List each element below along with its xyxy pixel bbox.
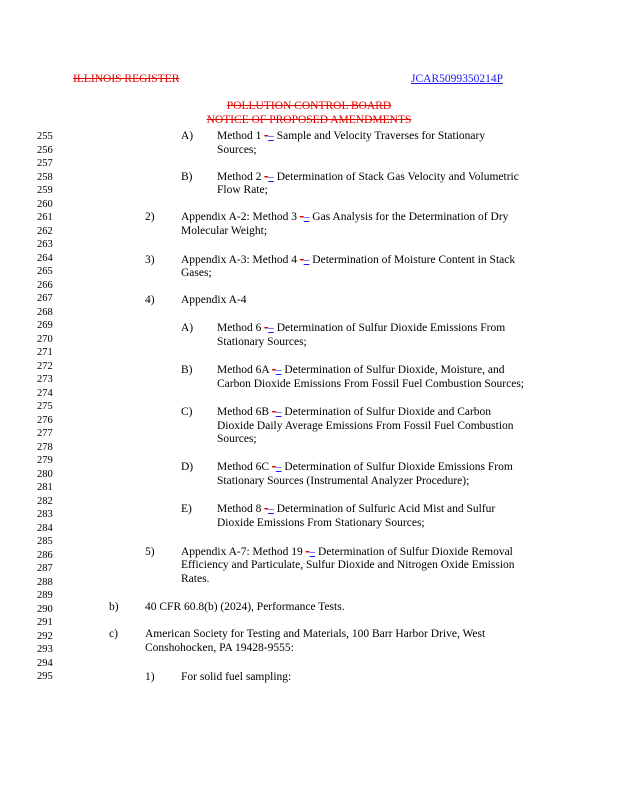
line-number: 293 [37, 644, 53, 655]
line-number: 284 [37, 522, 53, 534]
list-item-continuation: Stationary Sources (Instrumental Analyzer Procedure); [217, 474, 470, 487]
line-number: 256 [37, 144, 53, 156]
line-number: 291 [37, 617, 53, 628]
list-item: Method 6C -– Determination of Sulfur Dioxide Emissions From [217, 461, 513, 473]
list-item: Appendix A-7: Method 19 -– Determination of Sulfur Dioxide Removal [181, 545, 513, 558]
line-number: 270 [37, 333, 53, 345]
line-number: 286 [37, 549, 53, 561]
list-item-continuation: Stationary Sources; [217, 335, 307, 348]
line-number: 267 [37, 293, 53, 304]
line-number: 259 [37, 185, 53, 196]
item-label: b) [109, 600, 119, 613]
item-label: A) [181, 130, 194, 142]
line-number: 276 [37, 414, 53, 426]
line-number: 271 [37, 347, 53, 358]
list-item-continuation: Sources; [217, 143, 257, 156]
list-item-continuation: Gases; [181, 267, 212, 279]
line-number: 262 [37, 225, 53, 237]
list-item-continuation: Molecular Weight; [181, 224, 268, 237]
document-code: JCAR5099350214P [411, 73, 504, 85]
line-number: 289 [37, 590, 53, 601]
line-number: 268 [37, 306, 53, 318]
board-title: POLLUTION CONTROL BOARD [226, 100, 392, 112]
line-number: 266 [37, 279, 53, 291]
item-label: 3) [145, 253, 155, 266]
list-item-continuation: Conshohocken, PA 19428-9555: [145, 641, 294, 654]
notice-title: NOTICE OF PROPOSED AMENDMENTS [206, 114, 412, 126]
line-number: 278 [37, 441, 53, 453]
list-item-continuation: Dioxide Daily Average Emissions From Fossil Fuel Combustion [217, 419, 514, 432]
list-item: Method 6 -– Determination of Sulfur Dioxide Emissions From [217, 322, 506, 334]
list-item: Method 6B -– Determination of Sulfur Dioxide and Carbon [217, 406, 492, 418]
line-number: 257 [37, 158, 53, 169]
list-item: Method 2 -– Determination of Stack Gas Velocity and Volumetric [217, 170, 519, 183]
list-item: Appendix A-2: Method 3 -– Gas Analysis for the Determination of Dry [181, 211, 509, 223]
line-number: 295 [37, 671, 53, 682]
list-item-continuation: Rates. [181, 572, 210, 585]
list-item: Method 1 -– Sample and Velocity Traverses for Stationary [217, 130, 486, 142]
register-header: ILLINOIS REGISTER [73, 73, 180, 85]
line-numbers [37, 130, 61, 684]
line-number: 274 [37, 387, 53, 399]
list-item-continuation: Dioxide Emissions From Stationary Sources; [217, 516, 425, 529]
line-number: 265 [37, 266, 53, 277]
list-item-continuation: Carbon Dioxide Emissions From Fossil Fuel Combustion Sources; [217, 377, 525, 390]
line-number: 269 [37, 320, 53, 331]
item-label: 1) [145, 671, 155, 683]
line-number: 264 [37, 252, 53, 264]
line-number: 282 [37, 495, 53, 507]
line-number: 294 [37, 657, 53, 669]
line-number: 260 [37, 198, 53, 210]
line-number: 277 [37, 428, 53, 439]
list-item: Appendix A-4 [181, 294, 247, 306]
item-label: B) [181, 170, 193, 183]
list-item: American Society for Testing and Materials, 100 Barr Harbor Drive, West [145, 628, 486, 640]
line-number: 292 [37, 630, 53, 642]
list-item-continuation: Sources; [217, 433, 257, 445]
line-number: 275 [37, 401, 53, 412]
line-number: 280 [37, 468, 53, 480]
item-label: c) [109, 628, 118, 640]
line-number: 255 [37, 131, 53, 142]
list-item-continuation: Flow Rate; [217, 184, 268, 196]
item-label: E) [181, 503, 192, 515]
line-number: 279 [37, 455, 53, 466]
list-item-continuation: Efficiency and Particulate, Sulfur Dioxide and Nitrogen Oxide Emission [181, 559, 515, 571]
line-number: 263 [37, 239, 53, 250]
item-label: 2) [145, 211, 155, 223]
item-label: C) [181, 406, 193, 418]
line-number: 288 [37, 576, 53, 588]
line-number: 287 [37, 563, 53, 574]
line-number: 273 [37, 374, 53, 385]
line-number: 272 [37, 360, 53, 372]
item-label: B) [181, 364, 193, 376]
line-number: 258 [37, 171, 53, 183]
item-label: 5) [145, 545, 155, 558]
line-number: 281 [37, 482, 53, 493]
line-number: 285 [37, 536, 53, 547]
list-item: Method 8 -– Determination of Sulfuric Acid Mist and Sulfur [217, 503, 496, 515]
item-label: A) [181, 322, 194, 334]
list-item: 40 CFR 60.8(b) (2024), Performance Tests. [145, 600, 345, 613]
list-item: For solid fuel sampling: [181, 671, 292, 683]
line-number: 283 [37, 509, 53, 520]
line-number: 261 [37, 212, 53, 223]
line-number: 290 [37, 603, 53, 615]
list-item: Appendix A-3: Method 4 -– Determination of Moisture Content in Stack [181, 253, 516, 266]
item-label: 4) [145, 294, 155, 306]
item-label: D) [181, 461, 194, 473]
list-item: Method 6A -– Determination of Sulfur Dioxide, Moisture, and [217, 364, 505, 376]
